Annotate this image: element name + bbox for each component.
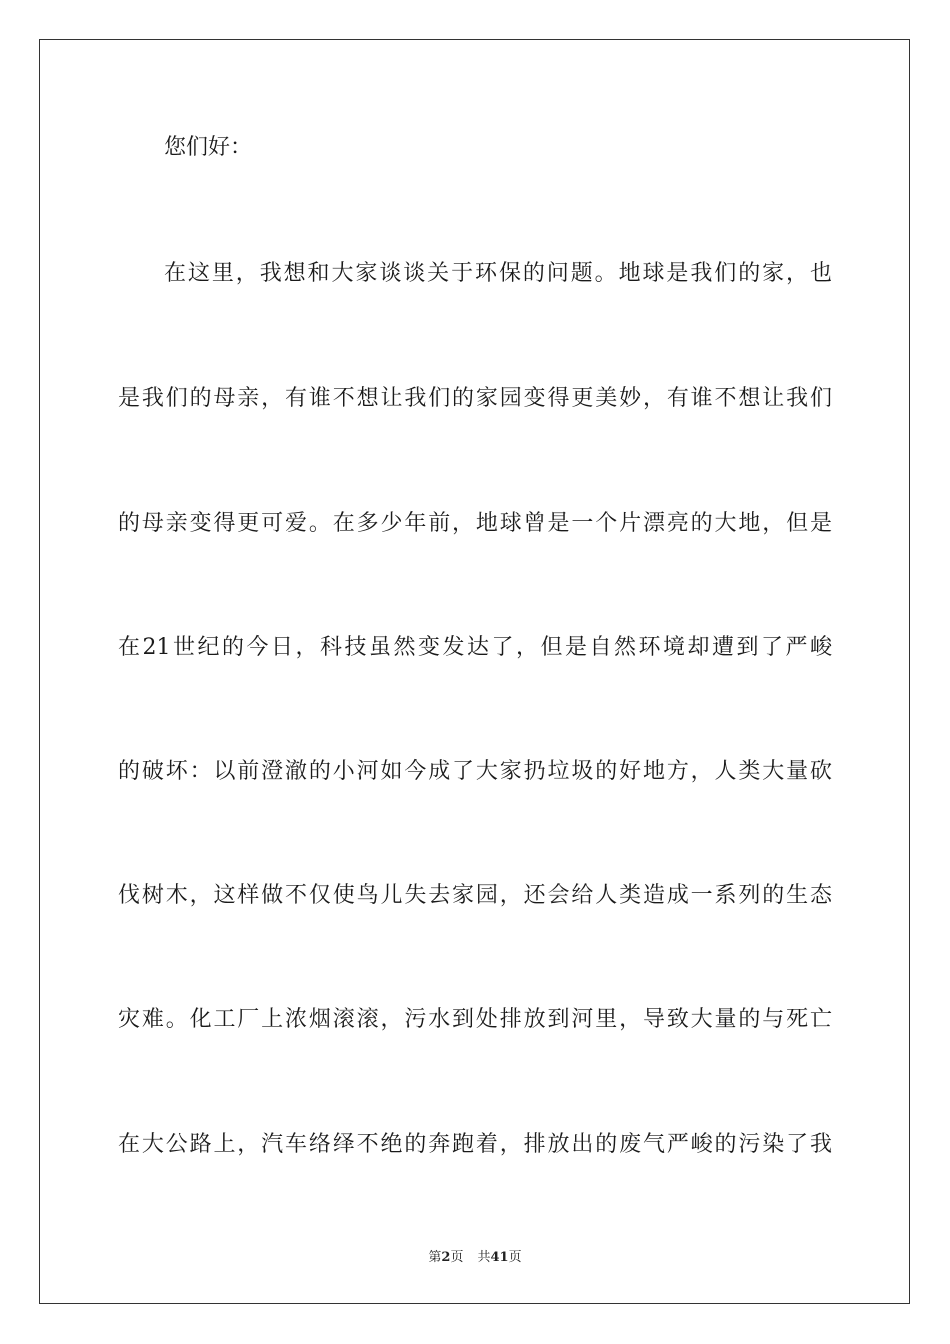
body-line-7: 灾难。化工厂上浓烟滚滚，污水到处排放到河里，导致大量的与死亡	[118, 1007, 832, 1032]
total-pages: 41	[490, 1250, 509, 1265]
page-frame	[39, 39, 910, 1304]
body-line-4: 在21世纪的今日，科技虽然变发达了，但是自然环境却遭到了严峻	[118, 635, 832, 660]
total-suffix: 页	[508, 1250, 522, 1265]
page-suffix: 页	[450, 1250, 464, 1265]
page-footer	[0, 1249, 950, 1267]
body-line-5: 的破坏：以前澄澈的小河如今成了大家扔垃圾的好地方，人类大量砍	[118, 759, 832, 784]
body-line-1: 在这里，我想和大家谈谈关于环保的问题。地球是我们的家，也	[164, 261, 832, 286]
total-prefix: 共	[477, 1250, 491, 1265]
page-number: 2	[441, 1250, 451, 1265]
body-line-8: 在大公路上，汽车络绎不绝的奔跑着，排放出的废气严峻的污染了我	[118, 1132, 832, 1157]
body-line-6: 伐树木，这样做不仅使鸟儿失去家园，还会给人类造成一系列的生态	[118, 883, 832, 908]
page-prefix: 第	[428, 1250, 442, 1265]
body-line-3: 的母亲变得更可爱。在多少年前，地球曾是一个片漂亮的大地，但是	[118, 511, 832, 536]
body-line-2: 是我们的母亲，有谁不想让我们的家园变得更美妙，有谁不想让我们	[118, 386, 832, 411]
greeting-line: 您们好：	[164, 135, 253, 160]
